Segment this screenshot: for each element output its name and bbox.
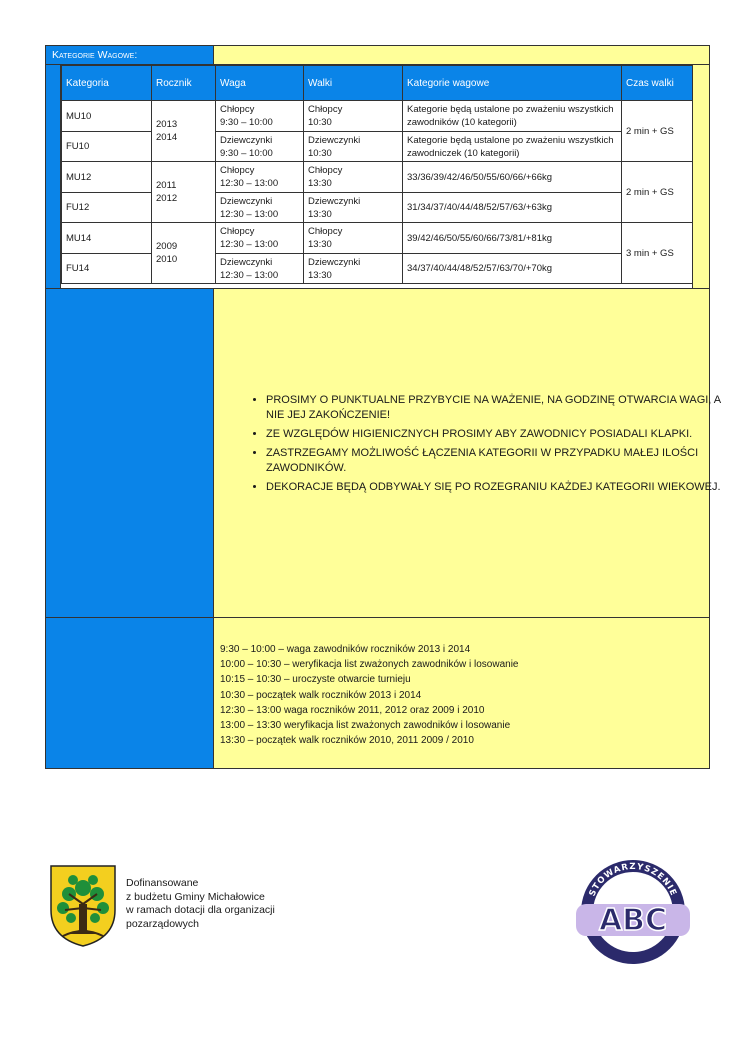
table-header-row [62,66,693,101]
notes-panel [214,288,721,617]
list-item: • DEKORACJE BĘDĄ ODBYWAŁY SIĘ PO ROZEGRANIU KAŻDEJ KATEGORII WIEKOWEJ. [266,480,726,495]
cell-waga [216,254,304,284]
walki-group: Dziewczynki [308,195,361,207]
waga-group: Chłopcy [220,104,255,115]
cell-kategoria: MU10 [62,101,152,132]
schedule-side-panel [46,617,214,768]
waga-time: 12:30 – 13:00 [220,208,279,220]
rocznik-year: 2014 [156,132,178,143]
walki-group: Chłopcy [308,226,343,237]
cell-rocznik [152,101,216,162]
cell-walki [304,254,403,284]
rocznik-year: 2009 [156,241,178,252]
table-row [62,101,693,132]
header-kategorie-wagowe: Kategorie wagowe [403,66,622,101]
cell-walki [304,132,403,162]
cell-kategoria: MU14 [62,223,152,254]
cell-kategorie-wagowe: 39/42/46/50/55/60/66/73/81/+81kg [403,223,622,254]
funding-text [126,877,275,931]
schedule-list [220,642,519,748]
funding-block [49,864,309,954]
cell-kategorie-wagowe: 34/37/40/44/48/52/57/63/70/+70kg [403,254,622,284]
waga-group: Dziewczynki [220,195,273,207]
list-item: 13:30 – początek walk roczników 2010, 2011 2009 / 2010 [220,735,474,747]
list-item: 12:30 – 13:00 waga roczników 2011, 2012 oraz 2009 i 2010 [220,704,485,716]
cell-walki [304,223,403,254]
rocznik-year: 2011 [156,180,177,191]
funding-line: Dofinansowane [126,877,199,889]
cell-kategorie-wagowe: 33/36/39/42/46/50/55/60/66/+66kg [403,162,622,193]
walki-time: 10:30 [308,147,332,159]
walki-group: Dziewczynki [308,134,361,146]
walki-time: 10:30 [308,117,332,128]
notes-side-panel [46,288,214,617]
cell-walki [304,193,403,223]
cell-kategoria: MU12 [62,162,152,193]
walki-group: Chłopcy [308,165,343,176]
waga-group: Dziewczynki [220,256,273,268]
list-item: • PROSIMY O PUNKTUALNE PRZYBYCIE NA WAŻENIE, NA GODZINĘ OTWARCIA WAGI, A NIE JEJ ZAKOŃCZENIE! [266,393,726,423]
rocznik-year: 2012 [156,193,178,204]
cell-kategorie-wagowe: Kategorie będą ustalone po zważeniu wszystkich zawodniczek (10 kategorii) [403,132,622,162]
cell-walki [304,162,403,193]
rocznik-year: 2010 [156,254,178,265]
categories-table [61,65,693,284]
list-item: • ZE WZGLĘDÓW HIGIENICZNYCH PROSIMY ABY ZAWODNICY POSIADALI KLAPKI. [266,427,726,442]
cell-kategorie-wagowe: 31/34/37/40/44/48/52/57/63/+63kg [403,193,622,223]
cell-kategorie-wagowe: Kategorie będą ustalone po zważeniu wszystkich zawodników (10 kategorii) [403,101,622,132]
waga-time: 9:30 – 10:00 [220,117,273,128]
walki-time: 13:30 [308,269,332,281]
cell-rocznik [152,162,216,223]
cell-walki [304,101,403,132]
michalowice-crest-icon [49,864,117,948]
logo-abc-text: ABC [598,903,668,938]
waga-group: Dziewczynki [220,134,273,146]
header-rocznik: Rocznik [152,66,216,101]
header-walki: Walki [304,66,403,101]
list-item: 9:30 – 10:00 – waga zawodników roczników 2013 i 2014 [220,644,471,655]
cell-kategoria: FU12 [62,193,152,223]
header-waga: Waga [216,66,304,101]
cell-czas-walki: 2 min + GS [622,162,693,223]
table-left-margin [46,65,61,288]
list-item: 10:00 – 10:30 – weryfikacja list zważonych zawodników i losowanie [220,659,519,671]
funding-line: z budżetu Gminy Michałowice [126,890,265,903]
cell-waga [216,193,304,223]
list-item: • ZASTRZEGAMY MOŻLIWOŚĆ ŁĄCZENIA KATEGORII W PRZYPADKU MAŁEJ ILOŚCI ZAWODNIKÓW. [266,446,726,476]
funding-line: w ramach dotacji dla organizacji [126,904,275,916]
cell-waga [216,223,304,254]
section-title: Kategorie Wagowe: [46,46,214,65]
schedule-panel [214,617,709,768]
list-item: 10:30 – początek walk roczników 2013 i 2014 [220,689,422,701]
list-item: 10:15 – 10:30 – uroczyste otwarcie turnieju [220,674,411,686]
logo-arc-textpath: STOWARZYSZENIE [587,861,679,899]
walki-group: Dziewczynki [308,256,361,268]
cell-czas-walki: 3 min + GS [622,223,693,284]
list-item: 13:00 – 13:30 weryfikacja list zważonych zawodników i losowanie [220,720,511,732]
cell-waga [216,132,304,162]
cell-czas-walki: 2 min + GS [622,101,693,162]
cell-rocznik [152,223,216,284]
waga-time: 12:30 – 13:00 [220,269,279,281]
header-czas-walki: Czas walki [622,66,693,101]
table-row [62,162,693,193]
walki-time: 13:30 [308,239,332,250]
waga-time: 12:30 – 13:00 [220,239,279,250]
cell-kategoria: FU14 [62,254,152,284]
cell-waga [216,162,304,193]
cell-kategoria: FU10 [62,132,152,162]
header-kategoria: Kategoria [62,66,152,101]
table-right-margin [692,65,709,288]
table-row [62,223,693,254]
waga-time: 12:30 – 13:00 [220,178,279,189]
waga-group: Chłopcy [220,165,255,176]
rocznik-year: 2013 [156,119,178,130]
waga-time: 9:30 – 10:00 [220,147,273,159]
abc-association-logo [570,848,696,968]
walki-time: 13:30 [308,178,332,189]
cell-waga [216,101,304,132]
walki-group: Chłopcy [308,104,343,115]
waga-group: Chłopcy [220,226,255,237]
section-title-filler [214,46,709,65]
notes-list [246,393,726,499]
info-frame [45,45,721,769]
funding-line: pozarządowych [126,917,199,930]
walki-time: 13:30 [308,208,332,220]
